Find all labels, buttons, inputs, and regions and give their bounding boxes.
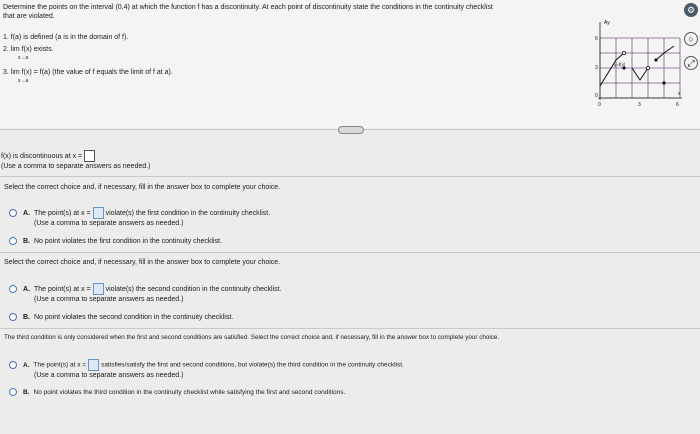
part4-instruction: The third condition is only considered when the first and second conditions are satisfied. Select the correct choice and, if necessary, fill in the answer box to complete your choice. — [4, 334, 500, 341]
limit-subscript-2: x→a — [18, 55, 29, 61]
part2-answer-box[interactable] — [93, 207, 104, 219]
part3-option-a[interactable] — [9, 283, 281, 295]
function-curve-left — [600, 53, 624, 86]
closed-point — [662, 81, 665, 84]
question-intro-line2: that are violated. — [3, 13, 55, 20]
part3-option-a-letter: A. — [23, 285, 30, 293]
part3-option-b-letter: B. — [23, 314, 30, 321]
y-tick-6: 6 — [595, 36, 598, 42]
part2-option-a-text1: The point(s) at x = — [34, 209, 91, 217]
function-graph — [594, 18, 684, 134]
checklist-item-3: 3. lim f(x) = f(a) (the value of f equals the limit of f at a). — [3, 69, 173, 76]
x-tick-0: 0 — [598, 102, 601, 108]
part4-option-b-radio[interactable] — [9, 388, 17, 396]
expand-icon[interactable]: ⤢ — [684, 56, 698, 70]
part4-option-a-text2: satisfies/satisfy the first and second conditions, but violate(s) the third condition in the continuity checklist. — [101, 361, 404, 369]
y-tick-0: 0 — [595, 93, 598, 99]
x-tick-6: 6 — [676, 102, 679, 108]
checklist-item-2: 2. lim f(x) exists. — [3, 46, 54, 53]
part4-option-b[interactable] — [9, 388, 345, 397]
part3-option-a-text1: The point(s) at x = — [34, 285, 91, 293]
part1-hint: (Use a comma to separate answers as needed.) — [1, 163, 151, 170]
part3-answer-box[interactable] — [93, 283, 104, 295]
part4-answer-box[interactable] — [88, 359, 99, 371]
part1-prompt — [1, 150, 97, 162]
part4-option-a-hint: (Use a comma to separate answers as needed.) — [34, 372, 184, 379]
part2-instruction: Select the correct choice and, if necessary, fill in the answer box to complete your choice. — [4, 184, 281, 191]
part4-option-a-radio[interactable] — [9, 361, 17, 369]
part2-option-a-radio[interactable] — [9, 209, 17, 217]
part2-option-b-letter: B. — [23, 238, 30, 245]
open-point — [646, 66, 649, 69]
section-divider — [0, 176, 700, 177]
part3-option-a-radio[interactable] — [9, 285, 17, 293]
settings-icon[interactable]: ⚙ — [684, 3, 698, 17]
function-label: y=f(x) — [614, 62, 626, 67]
limit-subscript-3: x→a — [18, 78, 29, 84]
part1-answer-box[interactable] — [84, 150, 95, 162]
x-axis-label: x — [678, 91, 681, 97]
part2-option-a-letter: A. — [23, 209, 30, 217]
resize-handle[interactable] — [338, 126, 364, 134]
part3-option-b[interactable] — [9, 313, 233, 322]
y-tick-3: 3 — [595, 65, 598, 71]
function-curve-middle — [632, 68, 648, 80]
part1-prompt-text: f(x) is discontinuous at x = — [1, 152, 83, 160]
part2-option-b[interactable] — [9, 237, 222, 246]
part4-option-b-text: No point violates the third condition in the continuity checklist while satisfying the first and second conditions. — [33, 389, 346, 396]
y-axis-label: Ay — [604, 20, 610, 26]
part3-instruction: Select the correct choice and, if necessary, fill in the answer box to complete your choice. — [4, 259, 281, 266]
part4-option-a[interactable] — [9, 359, 404, 371]
part2-option-a-text2: violate(s) the first condition in the continuity checklist. — [105, 209, 271, 217]
section-divider — [0, 252, 700, 253]
part2-option-b-text: No point violates the first condition in the continuity checklist. — [34, 238, 222, 245]
open-point — [622, 51, 625, 54]
zoom-icon[interactable]: ○ — [684, 32, 698, 46]
x-tick-3: 3 — [638, 102, 641, 108]
checklist-item-1: 1. f(a) is defined (a is in the domain of f). — [3, 34, 129, 41]
part2-option-b-radio[interactable] — [9, 237, 17, 245]
part3-option-b-radio[interactable] — [9, 313, 17, 321]
part4-option-a-letter: A. — [23, 361, 30, 369]
part2-option-a[interactable] — [9, 207, 270, 219]
question-intro-line1: Determine the points on the interval (0,4) at which the function f has a discontinuity. At each point of discontinuity state the conditions in the continuity checklist — [3, 4, 493, 11]
closed-point — [654, 58, 657, 61]
part3-option-a-text2: violate(s) the second condition in the continuity checklist. — [105, 285, 282, 293]
part2-option-a-hint: (Use a comma to separate answers as needed.) — [34, 220, 184, 227]
part4-option-b-letter: B. — [23, 389, 30, 396]
part4-option-a-text1: The point(s) at x = — [33, 361, 87, 369]
section-divider — [0, 328, 700, 329]
part3-option-a-hint: (Use a comma to separate answers as needed.) — [34, 296, 184, 303]
part3-option-b-text: No point violates the second condition in the continuity checklist. — [34, 314, 234, 321]
